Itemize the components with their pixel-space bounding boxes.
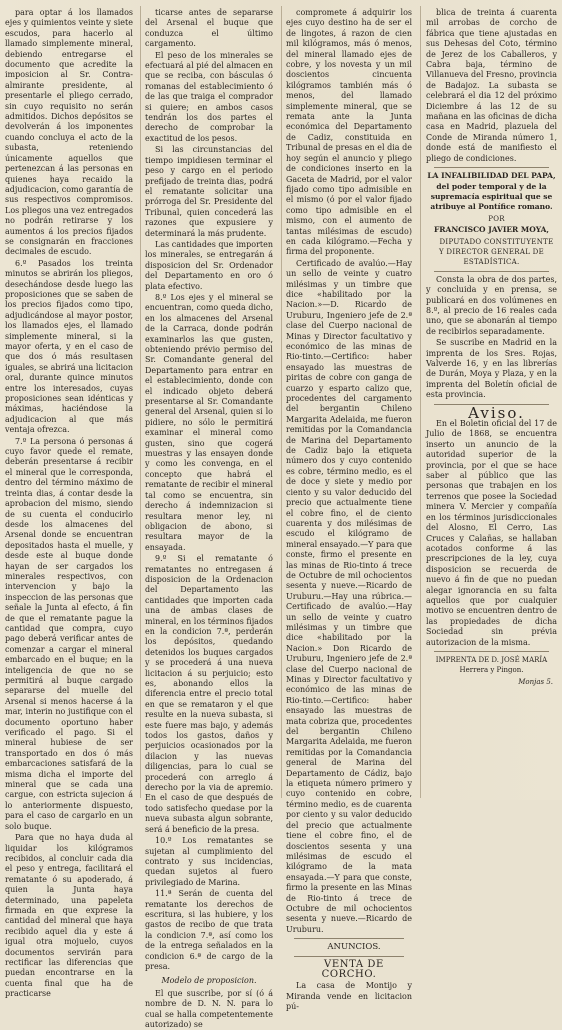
column-4 <box>426 8 557 798</box>
paragraph: 7.º La persona ó personas á cuyo favor quede el remate, deberán presentarse á recibir el mineral que le corresponda, dentro del término máximo de treinta dias, á contar desde la aprobacion del mismo, siendo de su cuenta el conducirlo desde los almacenes del Arsenal donde se encuentran depositados hasta el muelle, y desde este al buque donde hayan de ser cargados los minerales respectivos, con intervencion y bajo la inspeccion de las personas que señale la Junta al efecto, á fin de que el rematante pague la cantidad que compra, cuyo pago deberá verificar antes de comenzar a cargar el mineral embarcado en el buque; en la inteligencia de que no se permitirá al buque cargado separarse del muelle del Arsenal si menos hacerse á la mar, interin no justifique con el documento oportuno haber verificado el pago. Si el mineral hubiese de ser transportado en dos ó más embarcaciones satisfará de la misma dicha el importe del mineral que se cada una cargue, con estricta sujecion á lo anteriormente dispuesto, para el caso de cargarlo en un solo buque. <box>5 436 133 831</box>
paragraph: para optar á los llamados ejes y quimientos veinte y siete escudos, para hacerlo al llamado simplemente mineral, debiendo entregarse el documento que acredite la imposicion al Sr. Contra-almirante presidente, al presentarle el pliego cerrado, sin cuyo requisito no serán admitidos. Dichos depósitos se devolverán á los imponentes cuando concluya el acto de la subasta, reteniendo únicamente aquellos que pertenezcan á las personas en quienes haya recaido la adjudicacion, como garantía de sus respectivos compromisos. Los pliegos una vez entregados no podrán retirarse y los aumentos á los precios fijados se consignarán en fracciones decimales de escudo. <box>5 8 133 257</box>
book-author-role: DIPUTADO CONSTITUYENTE Y DIRECTOR GENERAL DE ESTADÍSTICA. <box>438 237 554 267</box>
column-rule <box>281 6 282 798</box>
paragraph: Si las circunstancias del tiempo impidiesen terminar el peso y cargo en el periodo prefijado de treinta dias, podrá el rematante solicitar una prórroga del Sr. Presidente del Tribunal, quien concederá las razones que expusiere y determinará la más prudente. <box>145 145 273 238</box>
aviso-heading: Aviso. <box>468 403 525 422</box>
imprint-street: Monjas 5. <box>518 677 553 686</box>
model-proposal-title: Modelo de proposicion. <box>161 976 257 986</box>
section-divider <box>294 956 404 957</box>
sale-text: La casa de Montijo y Miranda vende en licitacion pú- <box>286 981 412 1012</box>
book-title: LA INFALIBILIDAD DEL PAPA, del poder temporal y de la supremacía espiritual que se atribuye al Pontífice romano. <box>427 171 556 212</box>
column-2 <box>145 8 273 1029</box>
paragraph: Para que no haya duda al liquidar los kilógramos recibidos, al concluir cada dia el peso y entrega, facilitará el rematante ó su apoderado, á quien la Junta haya determinado, una papeleta firmada en que exprese la cantidad del mineral que haya recibido aquel dia y este á igual otra mojuelo, cuyos documentos servirán para rectificar las diferencias que puedan encontrarse en la cuenta final que ha de practicarse <box>5 833 133 999</box>
column-rule <box>420 6 421 798</box>
aviso-text: En el Boletin oficial del 17 de Julio de 1868, se encuentra inserto un anuncio de la autoridad superior de la provincia, por el que se hace saber al público que las personas que trabajen en los terrenos que posee la Sociedad minera V. Mercier y compañía en los términos jurisdiccionales del Alosno, El Cerro, Las Cruces y Calañas, se hallaban acotados conforme á las prescripciones de la ley, cuya disposicion se recuerda de nuevo á fin de que no puedan alegar ignorancia en su falta aquellos que por cualquier motivo se encuentren dentro de las propiedades de dicha Sociedad sin prévia autorizacion de la misma. <box>426 419 557 647</box>
paragraph: 8.º Los ejes y el mineral se encuentran, como queda dicho, en los almacenes del Arsenal de la Carraca, donde podrán examinarlos las que gusten, obteniendo préviο permiso del Sr. Comandante general del Departamento para entrar en el establecimiento, donde con el indicado objeto deberá presentarse al Sr. Comandante general del Arsenal, quien si lo pidiere, no sólo le permitirá examinar el mineral como gusten, sino que cogerá muestras y las ensayen donde y como les convenga, en el concepto que habrá el rematante de recibir el mineral tal como se encuentra, sin derecho á indemnizacion si resultara menor ley, ni obligacion de abono, si resultara mayor de la ensayada. <box>145 292 273 552</box>
paragraph: compromete á adquirir los ejes cuyo destino ha de ser el de lingotes, á razon de cien mil kilógramos, más ó menos, del mineral llamado ejes de cobre, y los novesta y un mil doscientos cincuenta kilógramos también más ó menos, del llamado simplemente mineral, que se remata ante la Junta económica del Departamento de Cadiz, constituida en Tribunal de presas en el dia de hoy según el anuncio y pliego de condiciones inserto en la Gaceta de Madrid, por el valor fijado como tipo admisible en el mismo (ó por el valor fijado como tipo admisible en el mismo, con el aumento de tantas milésimas de escudo) en cada kilógramo.—Fecha y firma del proponente. <box>286 8 412 257</box>
paragraph: 9.º Si el rematante ó rematantes no entregasen á disposicion de la Ordenacion del Departamento las cantidades que importen cada una de ambas clases de mineral, en los términos fijados en la condicion 7.ª, perderán los depósitos, quedando detenidos los buques cargados y se procederá á una nueva licitacion á su perjuicio; esto es, abonando ellos la diferencia entre el precio total en que se remataron y el que resulte en la nueva subasta, si este fuere mas bajo, y además todos los gastos, daños y perjuicios ocasionados por la dilacion y las nuevas diligencias, para lo cual se procederá con arreglo á derecho por la via de apremio. En el caso de que después de todo satisfecho quedase por la nueva subasta algun sobrante, será á beneficio de la presa. <box>145 554 273 834</box>
column-rule <box>140 6 141 798</box>
sale-heading: VENTA DE CORCHO. <box>321 958 384 980</box>
section-divider <box>294 938 404 939</box>
paragraph: Las cantidades que importen los minerales, se entregarán á disposicion del Sr. Ordenador del Departamento en oro ó plata efectivo. <box>145 239 273 291</box>
paragraph: 10.º Los rematantes se sujetan al cumplimiento del contrato y sus incidencias, quedan sujetos al fuero privilegiado de Marina. <box>145 836 273 887</box>
paragraph: ticarse antes de separarse del Arsenal el buque que conduzca el último cargamento. <box>145 8 273 49</box>
model-proposal-text: El que suscribe, por sí (ó á nombre de D. N. N. para lo cual se halla competentemente autorizado) se <box>145 988 273 1029</box>
section-divider <box>434 167 549 168</box>
section-divider <box>434 651 549 652</box>
section-divider <box>434 271 549 272</box>
paragraph: 6.º Pasados los treinta minutos se abrirán los pliegos, desechándose desde luego las proposiciones que se saben de los precios fijados como tipo, adjudicándose al mayor postor, los llamados ejes, el llamado simplemente mineral, si la mayor oferta, y en el caso de que dos ó más resultasen iguales, se abrirá una licitacion oral, durante quince minutos entre los interesados, cuyas proposiciones sean idénticas y máximas, haciéndose la adjudicacion al que más ventaja ofrezca. <box>5 258 133 435</box>
book-author: FRANCISCO JAVIER MOYA, <box>433 225 550 235</box>
paragraph: Se suscribe en Madrid en la imprenta de los Sres. Rojas, Valverde 16, y en las librerías de Durán, Moya y Plaza, y en la imprenta del Boletín oficial de esta provincia. <box>426 338 557 400</box>
imprint: IMPRENTA DE D. JOSÉ MARÍA Herrera y Pingon. <box>435 655 548 675</box>
paragraph: blica de treinta á cuarenta mil arrobas de corcho de fábrica que tiene ajustadas en sus Dehesas del Coto, término de Jerez de los Caballeros, y Cabra baja, término de Villanueva del Fresno, provincia de Badajoz. La subasta se celebrará el dia 12 del próximo Diciembre á las 12 de su mañana en las oficinas de dicha casa en Madrid, plazuela del Conde de Miranda número 1, donde está de manifiesto el pliego de condiciones. <box>426 8 557 163</box>
anuncios-heading: ANUNCIOS. <box>327 942 381 953</box>
paragraph: Consta la obra de dos partes, y concluida y en prensa, se publicará en dos volúmenes en 8.º, al precio de 16 reales cada uno, que se abonarán al tiempo de recibirlos separadamente. <box>426 274 557 336</box>
paragraph: 11.ª Serán de cuenta del rematante los derechos de escritura, si las hubiere, y los gastos de recibo de que trata la condicion 7.ª, así como los de la entrega señalados en la condicion 6.ª de cargo de la presa. <box>145 889 273 971</box>
column-1 <box>5 8 133 999</box>
paragraph: Certificado de avalúo.—Hay un sello de veinte y cuatro milésimas y un timbre que dice «habilitado por la Nacion.»—D. Ricardo de Uruburu, Ingeniero jefe de 2.ª clase del Cuerpo nacional de Minas y Director facultativo y económico de las minas de Rio-tinto.—Certifico: haber ensayado las muestras de piritas de cobre con ganga de cuarzo y esparto calizo que, procedentes del cargamento del bergantin Chileno Margarita Adelaida, me fueron remitidas por la Comandancia de Marina del Departamento de Cadiz bajo la etiqueta número dos y cuyo contenido es cobre, término medio, es el de doce y siete y medio por ciento y su valor deducido del precio que actualmente tiene el cobre fino, el de ciento cuarenta y dos milésimas de escudo el kilógramo de mineral ensayado.—Y para que conste, firmo el presente en las minas de Rio-tinto á trece de Octubre de mil ochocientos sesenta y nueve.—Ricardo de Uruburu.—Hay una rúbrica.—Certificado de avalúo.—Hay un sello de veinte y cuatro milésimas y un timbre que dice «habilitado por la Nacion.» Don Ricardo de Uruburu, Ingeniero jefe de 2.ª clase del Cuerpo nacional de Minas y Director facultativo y económico de las minas de Rio-tinto.—Certifico: haber ensayado las muestras de mata cobriza que, procedentes del bergantin Chileno Margarita Adelaida, me fueron remitidas por la Comandancia general de Marina del Departamento de Cádiz, bajo la etiqueta número primero y cuyo contenido en cobre, término medio, es de cuarenta por ciento y su valor deducido del precio que actualmente tiene el cobre fino, el de doscientos sesenta y una milésimas de escudo el kilógramo de la mata ensayada.—Y para que conste, firmo la presente en las Minas de Rio-tinto á trece de Octubre de mil ochocientos sesenta y nueve.—Ricardo de Uruburu. <box>286 258 412 934</box>
paragraph: El peso de los minerales se efectuará al pié del almacen en que se reciba, con básculas ó romanas del establecimiento ó de las que traiga el comprador si quiere; en ambos casos tendrán los dos partes el derecho de comprobar la exactitud de los pesos. <box>145 50 273 143</box>
column-3 <box>286 8 412 1012</box>
book-por: POR <box>488 214 505 223</box>
